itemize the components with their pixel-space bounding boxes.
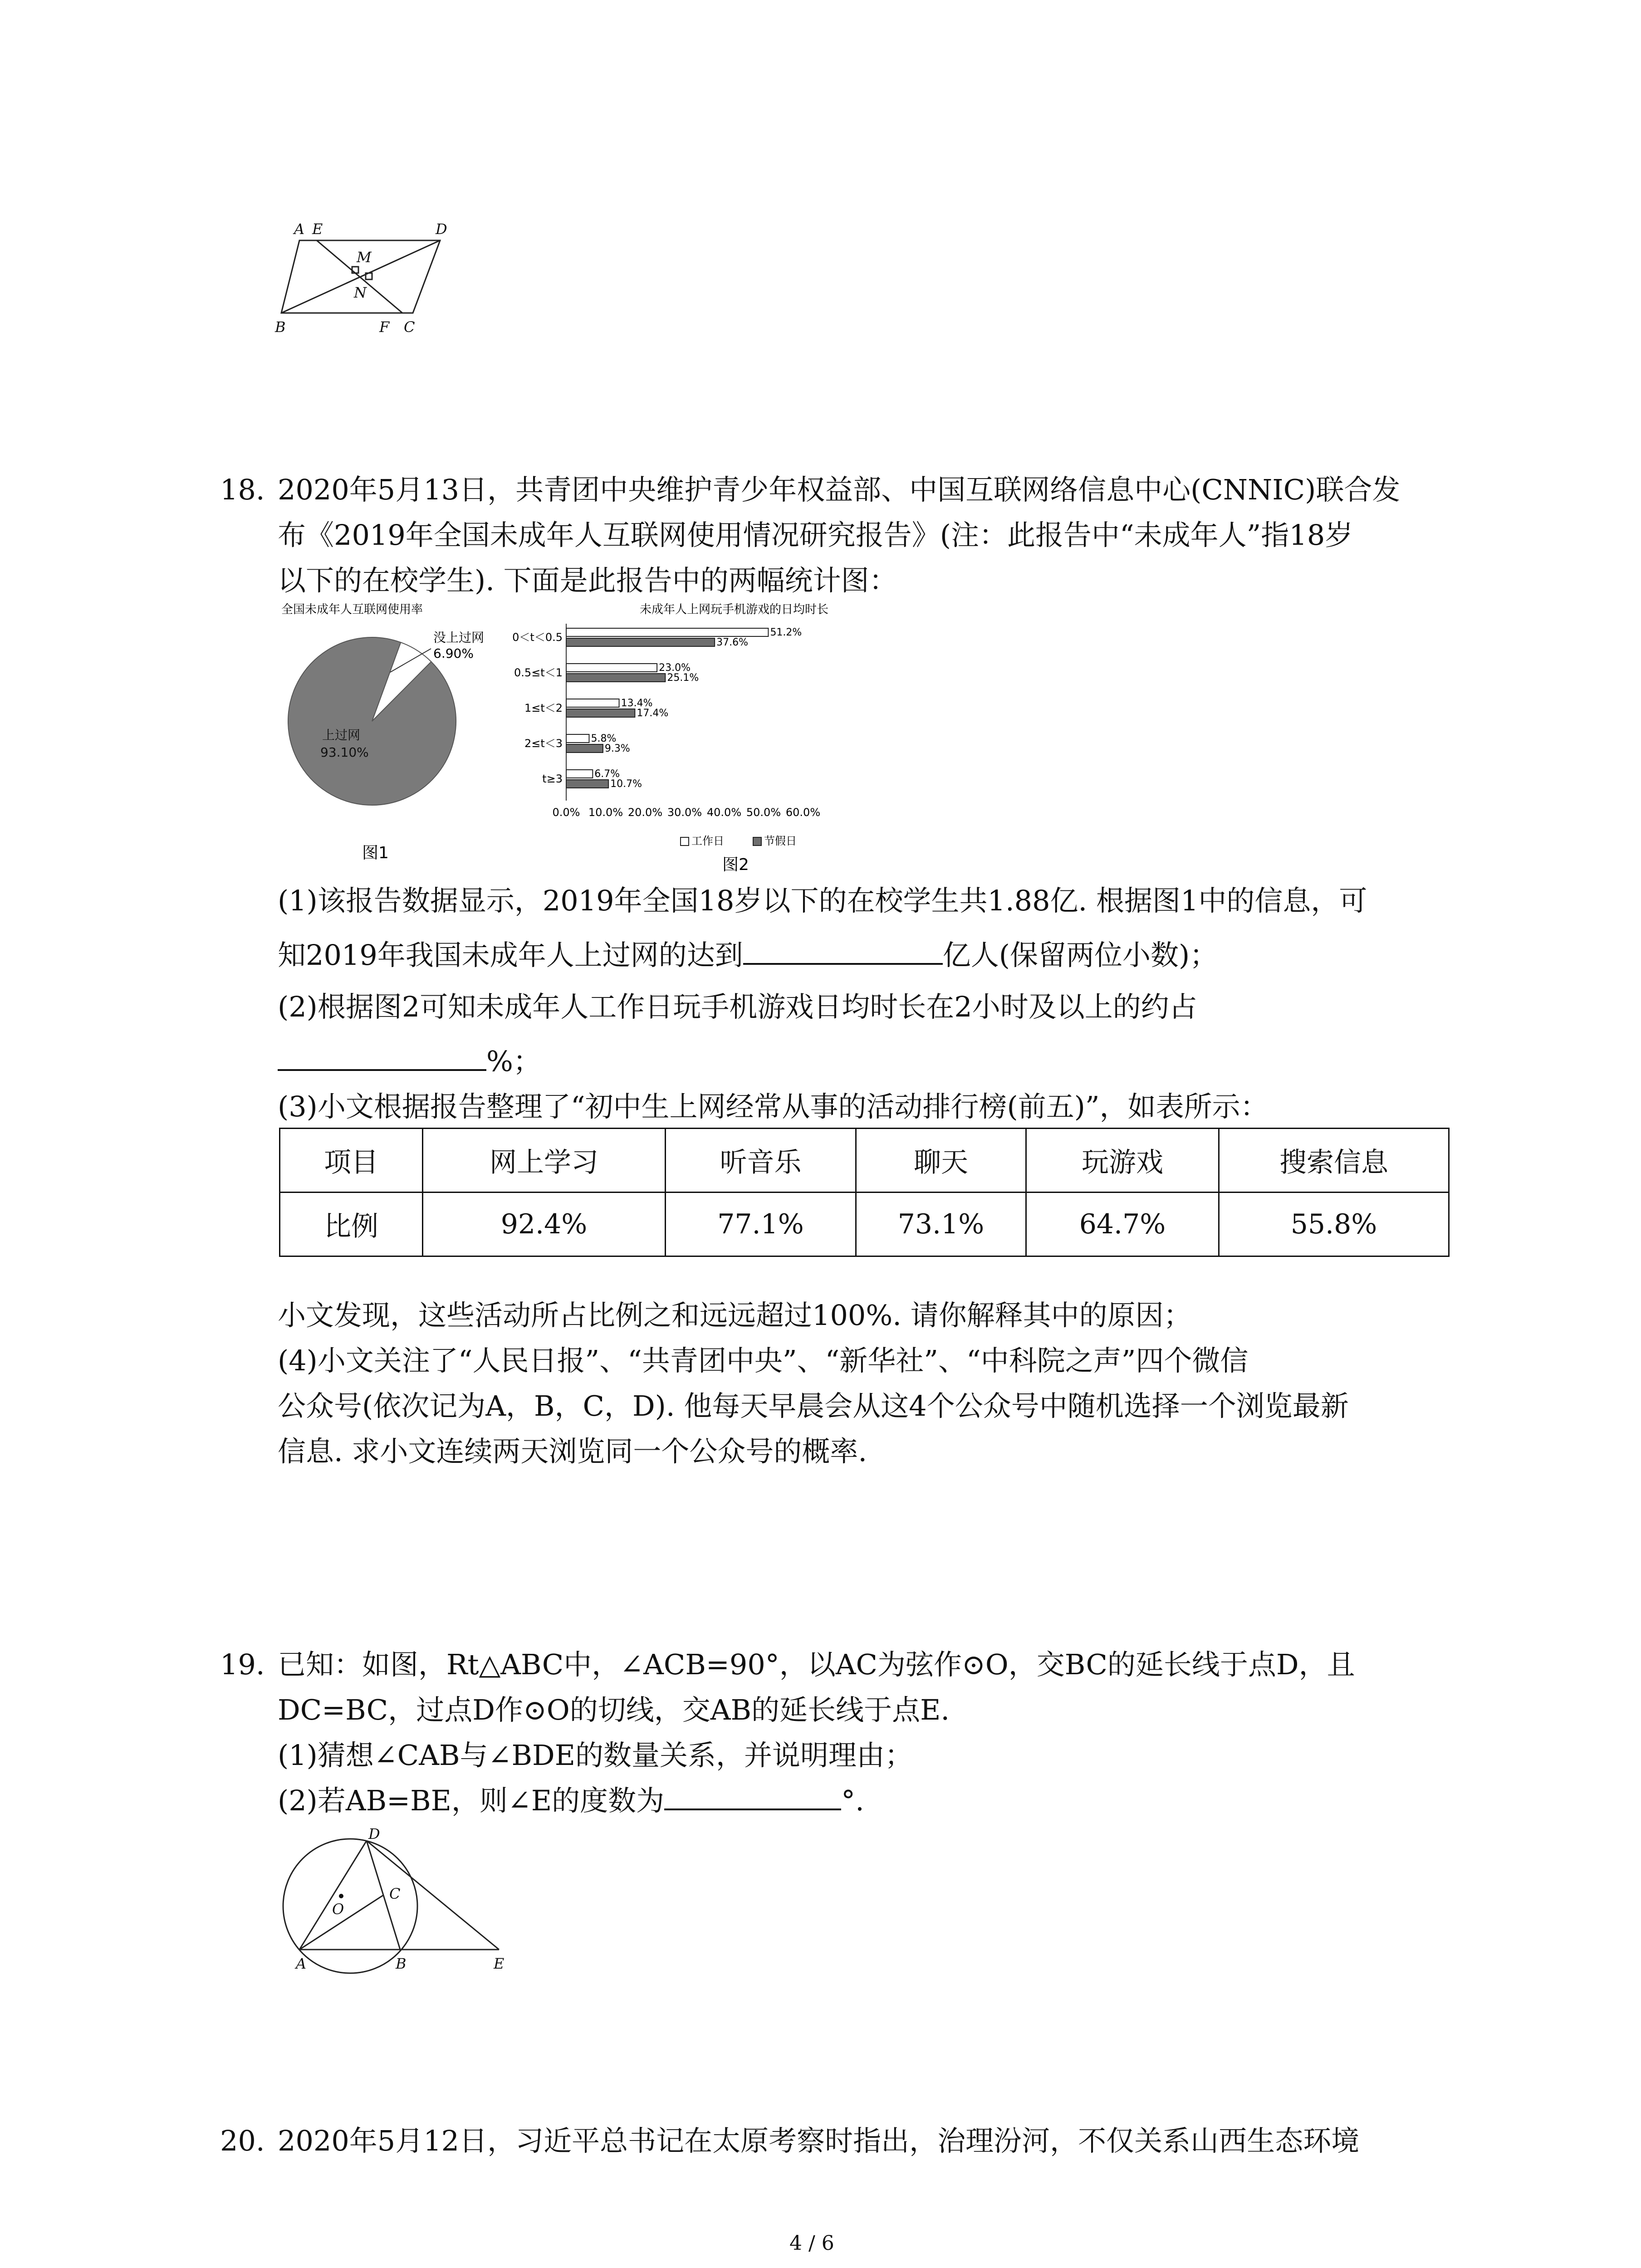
q19-line: 已知：如图，Rt△ABC中，∠ACB=90°，以AC为弦作⊙O，交BC的延长线于点D，且 bbox=[278, 1648, 1355, 1681]
q18-part4-line: (4)小文关注了“人民日报”、“共青团中央”、“新华社”、“中科院之声”四个微信 bbox=[278, 1344, 1249, 1377]
figure-1-caption: 图1 bbox=[362, 844, 389, 862]
q18-part1-text: 知2019年我国未成年人上过网的达到 bbox=[278, 938, 743, 972]
bar-holiday bbox=[566, 709, 635, 717]
q18-intro-line: 2020年5月13日，共青团中央维护青少年权益部、中国互联网络信息中心(CNNIC)联合发 bbox=[278, 473, 1401, 506]
activity-table bbox=[279, 1128, 1450, 1257]
point-label: B bbox=[396, 1955, 407, 1972]
pie-slice-1 bbox=[288, 637, 456, 805]
table-cell: 比例 bbox=[280, 1193, 423, 1256]
table-cell: 64.7% bbox=[1026, 1193, 1219, 1256]
table-cell: 听音乐 bbox=[666, 1129, 856, 1193]
point-label: B bbox=[275, 318, 286, 336]
bar-workday bbox=[566, 628, 768, 636]
table-cell: 73.1% bbox=[856, 1193, 1026, 1256]
x-tick-label: 30.0% bbox=[667, 806, 702, 819]
x-tick-label: 10.0% bbox=[588, 806, 623, 819]
legend-swatch-workday bbox=[681, 837, 689, 846]
table-cell: 聊天 bbox=[856, 1129, 1026, 1193]
category-label: 1≤t＜2 bbox=[524, 702, 563, 714]
table-cell: 92.4% bbox=[423, 1193, 666, 1256]
answer-blank[interactable] bbox=[278, 1042, 486, 1071]
data-label: 25.1% bbox=[667, 672, 699, 684]
answer-blank[interactable] bbox=[664, 1781, 841, 1810]
q19-text: (2)若AB=BE，则∠E的度数为 bbox=[278, 1784, 665, 1817]
table-cell: 项目 bbox=[280, 1129, 423, 1193]
q19-line: DC=BC，过点D作⊙O的切线，交AB的延长线于点E. bbox=[278, 1693, 950, 1726]
bar-workday bbox=[566, 770, 593, 778]
point-label: D bbox=[436, 220, 447, 238]
q18-part3-line: (3)小文根据报告整理了“初中生上网经常从事的活动排行榜(前五)”，如表所示： bbox=[278, 1090, 1269, 1123]
table-row bbox=[280, 1129, 1449, 1193]
table-cell: 77.1% bbox=[666, 1193, 856, 1256]
pie-label-offline: 没上过网 bbox=[433, 630, 485, 645]
q19-text: °. bbox=[841, 1784, 864, 1817]
data-label: 23.0% bbox=[659, 662, 691, 674]
point-label: E bbox=[494, 1955, 505, 1972]
point-label: F bbox=[379, 318, 390, 336]
circle-tangent-figure bbox=[272, 1825, 526, 1978]
pie-label-online: 上过网 bbox=[322, 728, 361, 743]
bar-holiday bbox=[566, 674, 665, 682]
legend-swatch-holiday bbox=[753, 837, 761, 846]
point-label: E bbox=[312, 220, 323, 238]
category-label: 0.5≤t＜1 bbox=[514, 666, 563, 679]
data-label: 17.4% bbox=[637, 708, 669, 719]
category-label: 0＜t＜0.5 bbox=[512, 631, 563, 644]
pie-chart bbox=[281, 603, 526, 885]
table-row bbox=[280, 1193, 1449, 1256]
q18-part2-line2 bbox=[278, 1039, 541, 1084]
figure-2-caption: 图2 bbox=[722, 855, 749, 874]
q19-line bbox=[278, 1778, 864, 1823]
table-cell: 网上学习 bbox=[423, 1129, 666, 1193]
data-label: 37.6% bbox=[716, 637, 749, 648]
data-label: 5.8% bbox=[591, 733, 617, 744]
q18-part1-line2 bbox=[278, 933, 1218, 978]
data-label: 51.2% bbox=[770, 627, 802, 638]
data-label: 13.4% bbox=[621, 698, 653, 709]
data-label: 6.7% bbox=[594, 768, 620, 780]
question-number: 19. bbox=[220, 1648, 265, 1681]
x-tick-label: 20.0% bbox=[627, 806, 663, 819]
bar-workday bbox=[566, 664, 657, 672]
x-tick-label: 0.0% bbox=[552, 806, 580, 819]
bar-holiday bbox=[566, 638, 715, 646]
pie-value-offline: 6.90% bbox=[433, 646, 474, 661]
point-label: A bbox=[294, 220, 305, 238]
q18-part2-text: %； bbox=[486, 1045, 541, 1078]
point-label: N bbox=[354, 284, 367, 301]
question-number: 20. bbox=[220, 2124, 265, 2157]
question-number: 18. bbox=[220, 473, 265, 506]
point-label: C bbox=[389, 1885, 401, 1902]
q18-intro-line: 以下的在校学生). 下面是此报告中的两幅统计图： bbox=[278, 564, 897, 597]
pie-title: 全国未成年人互联网使用率 bbox=[281, 603, 423, 616]
q18-part1-text: 亿人(保留两位小数)； bbox=[942, 938, 1218, 972]
legend-label-workday: 工作日 bbox=[691, 835, 724, 847]
data-label: 10.7% bbox=[610, 778, 642, 790]
bar-workday bbox=[566, 699, 619, 707]
point-label: D bbox=[368, 1825, 380, 1843]
q18-part1-line1: (1)该报告数据显示，2019年全国18岁以下的在校学生共1.88亿. 根据图1中的信息，可 bbox=[278, 884, 1367, 917]
parallelogram-figure bbox=[272, 213, 463, 336]
x-tick-label: 40.0% bbox=[706, 806, 742, 819]
bar-chart bbox=[512, 603, 944, 885]
q18-intro-line: 布《2019年全国未成年人互联网使用情况研究报告》(注：此报告中“未成年人”指18岁 bbox=[278, 518, 1353, 552]
point-label: O bbox=[332, 1901, 344, 1918]
pie-value-online: 93.10% bbox=[320, 745, 369, 760]
table-cell: 玩游戏 bbox=[1026, 1129, 1219, 1193]
x-tick-label: 60.0% bbox=[785, 806, 821, 819]
bar-holiday bbox=[566, 780, 608, 788]
bar-holiday bbox=[566, 744, 603, 753]
page-number: 4 / 6 bbox=[789, 2232, 834, 2255]
point-label: M bbox=[357, 249, 372, 266]
answer-blank[interactable] bbox=[743, 936, 943, 965]
table-cell: 搜索信息 bbox=[1219, 1129, 1449, 1193]
q18-part4-line: 公众号(依次记为A，B，C，D). 他每天早晨会从这4个公众号中随机选择一个浏览最新 bbox=[278, 1389, 1349, 1422]
category-label: t≥3 bbox=[542, 772, 563, 785]
point-label: C bbox=[404, 318, 415, 336]
q20-line: 2020年5月12日，习近平总书记在太原考察时指出，治理汾河，不仅关系山西生态环境 bbox=[278, 2124, 1360, 2157]
x-tick-label: 50.0% bbox=[746, 806, 781, 819]
bar-workday bbox=[566, 734, 589, 743]
bar-title: 未成年人上网玩手机游戏的日均时长 bbox=[640, 603, 829, 616]
q18-part3-followup: 小文发现，这些活动所占比例之和远远超过100%. 请你解释其中的原因； bbox=[278, 1299, 1192, 1332]
legend-label-holiday: 节假日 bbox=[764, 835, 797, 847]
q18-part2-line1: (2)根据图2可知未成年人工作日玩手机游戏日均时长在2小时及以上的约占 bbox=[278, 990, 1197, 1023]
category-label: 2≤t＜3 bbox=[524, 737, 563, 750]
point-label: A bbox=[296, 1955, 307, 1972]
table-cell: 55.8% bbox=[1219, 1193, 1449, 1256]
data-label: 9.3% bbox=[604, 743, 630, 754]
q18-part4-line: 信息. 求小文连续两天浏览同一个公众号的概率. bbox=[278, 1435, 867, 1468]
q19-line: (1)猜想∠CAB与∠BDE的数量关系，并说明理由； bbox=[278, 1739, 913, 1772]
